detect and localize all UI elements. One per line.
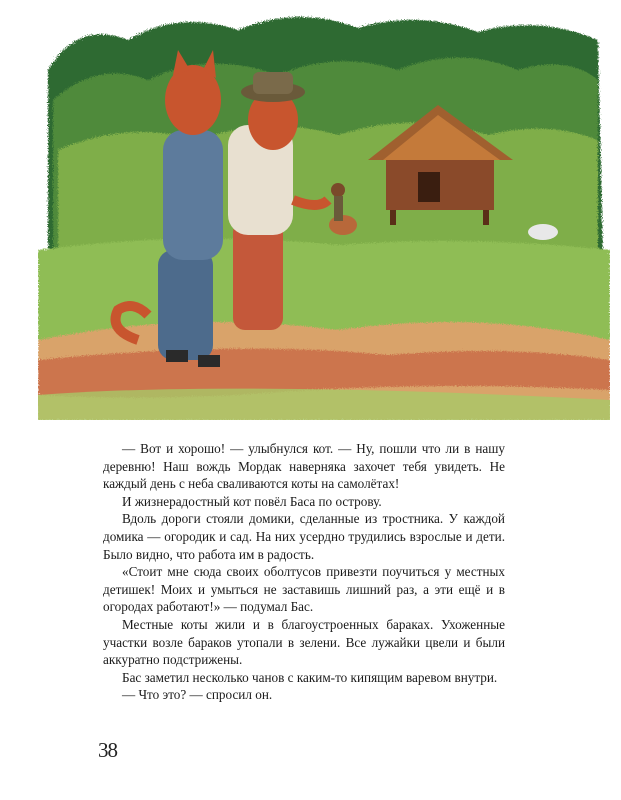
story-text <box>103 440 505 704</box>
illustration-cats-walking-to-village-icon <box>38 10 610 420</box>
paragraph: Бас заметил несколько чанов с каким-то кипящим варевом внутри. <box>122 669 498 685</box>
paragraph: Вдоль дороги стояли домики, сделанные из тростника. У каждой домика — огородик и сад. На них усердно трудились взрослые и дети. Было видно, что работа им в радость. <box>103 511 505 562</box>
paragraph: И жизнерадостный кот повёл Баса по острову. <box>122 493 382 509</box>
paragraph: «Стоит мне сюда своих оболтусов привезти поучиться у местных детишек! Моих и умыться не заставишь лишний раз, а эти ещё и в огородах работают!» — подумал Бас. <box>103 564 505 615</box>
paragraph: — Что это? — спросил он. <box>122 687 273 703</box>
page-number: 38 <box>98 738 117 762</box>
illustration <box>38 10 610 420</box>
paragraph: — Вот и хорошо! — улыбнулся кот. — Ну, пошли что ли в нашу деревню! Наш вождь Мордак наверняка захочет тебя увидеть. Не каждый день с неба сваливаются коты на самолётах! <box>103 441 505 492</box>
paragraph: Местные коты жили и в благоустроенных бараках. Ухоженные участки возле бараков утопали в зелени. Все лужайки цвели и были аккуратно подстрижены. <box>103 616 505 668</box>
